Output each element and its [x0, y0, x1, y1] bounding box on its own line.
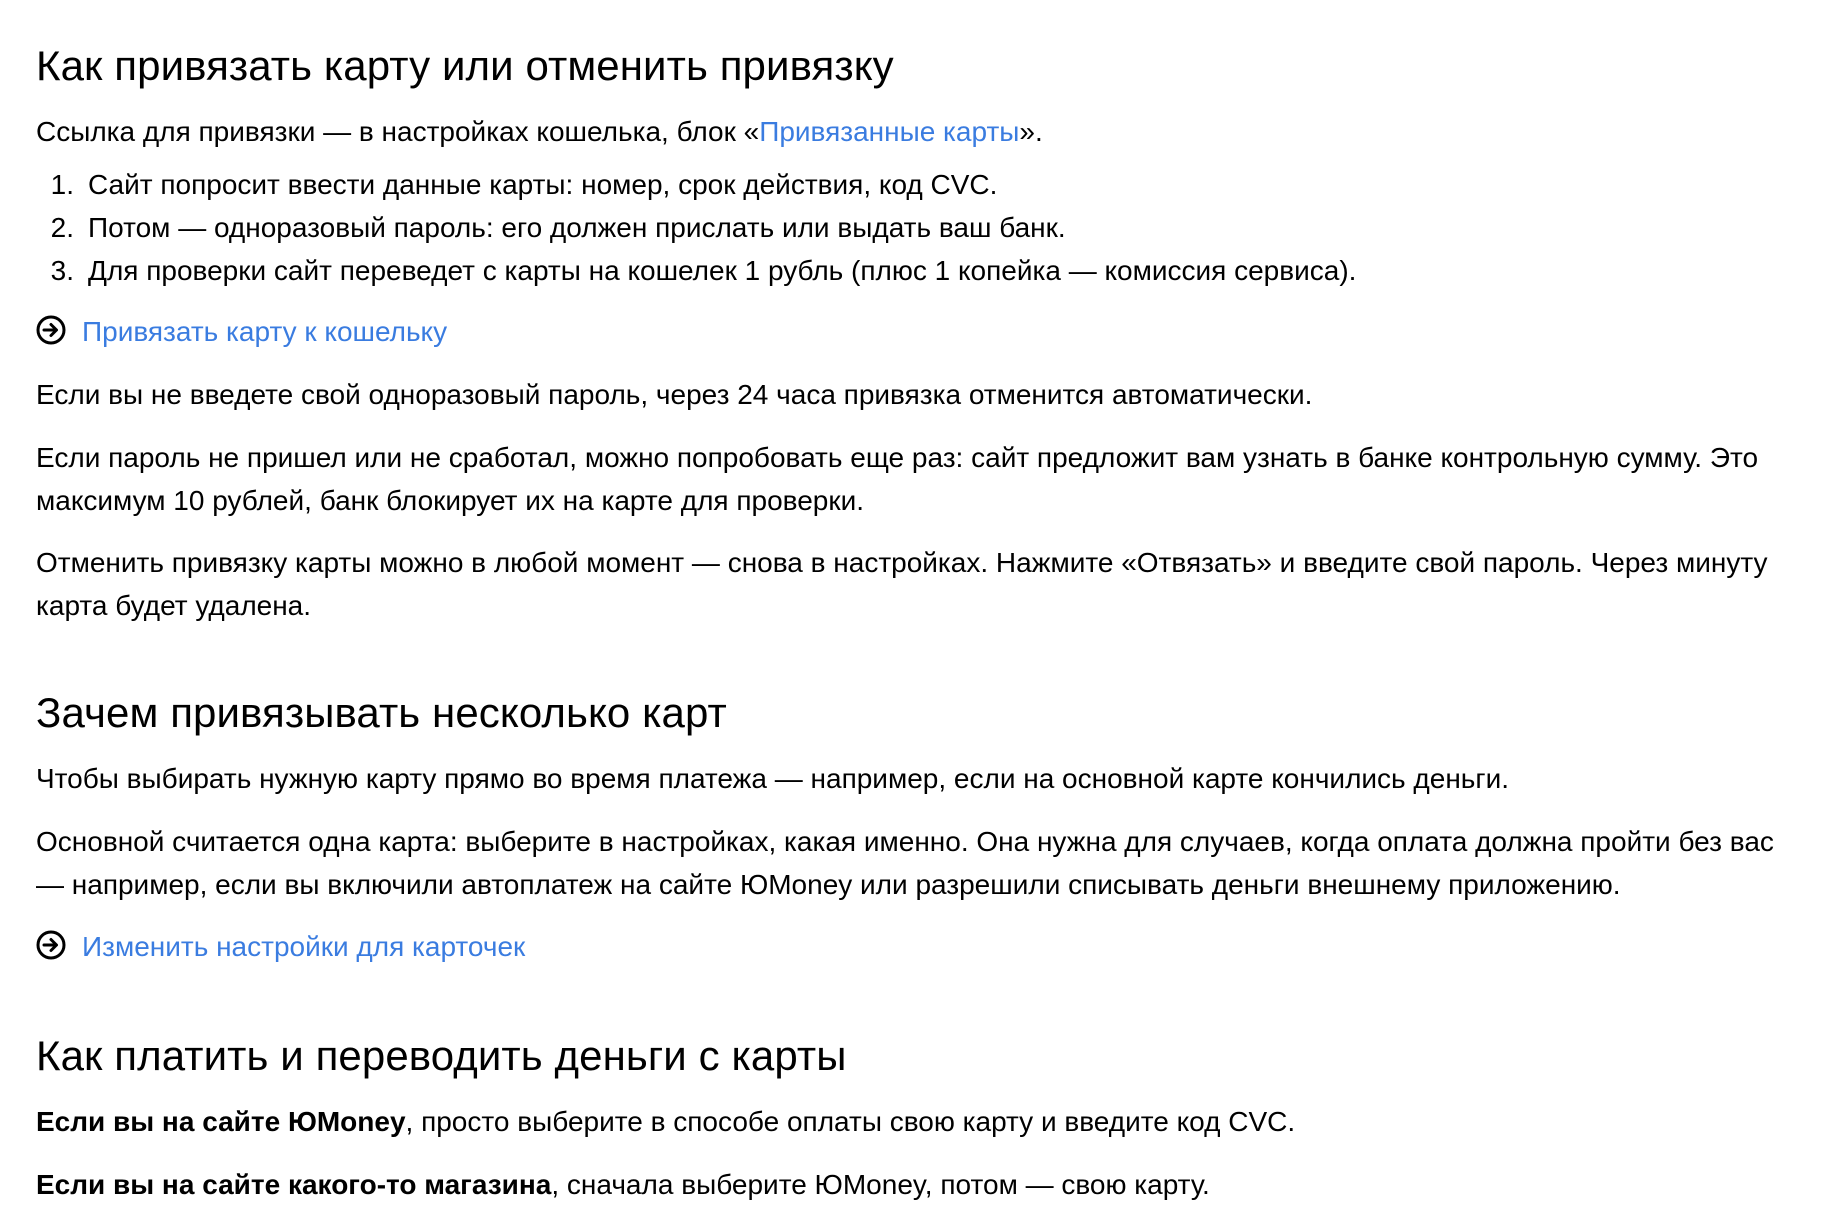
linked-cards-link[interactable]: Привязанные карты: [759, 116, 1020, 147]
pay-in-shop-text: , сначала выберите ЮMoney, потом — свою карту.: [551, 1169, 1210, 1200]
step-text: Для проверки сайт переведет с карты на кошелек 1 рубль (плюс 1 копейка — комиссия сервиса).: [88, 255, 1357, 286]
step-text: Сайт попросит ввести данные карты: номер, срок действия, код CVC.: [88, 169, 998, 200]
list-item: [36, 249, 1356, 292]
section-title-bind-card: Как привязать карту или отменить привязку: [36, 42, 894, 89]
bind-card-action[interactable]: [36, 310, 447, 353]
choose-card-note: Чтобы выбирать нужную карту прямо во время платежа — например, если на основной карте кончились деньги.: [36, 763, 1510, 794]
step-number: 3.: [50, 255, 74, 286]
card-settings-action[interactable]: [36, 925, 525, 968]
card-settings-link[interactable]: Изменить настройки для карточек: [82, 931, 526, 962]
list-item: [36, 206, 1356, 249]
step-number: 2.: [50, 212, 74, 243]
bind-intro-text-end: ».: [1019, 116, 1043, 147]
pay-in-shop-note: [36, 1163, 1210, 1206]
pay-on-site-note: [36, 1100, 1295, 1143]
main-card-note: Основной считается одна карта: выберите в настройках, какая именно. Она нужна для случаев, когда оплата должна пройти без вас — например, если вы включили автоплатеж на сайте ЮMoney или разрешили списывать деньги внешнему приложению.: [36, 826, 1774, 900]
step-text: Потом — одноразовый пароль: его должен прислать или выдать ваш банк.: [88, 212, 1066, 243]
section-title-multiple-cards: Зачем привязывать несколько карт: [36, 689, 727, 736]
arrow-right-circle-icon: [36, 929, 66, 959]
retry-note: Если пароль не пришел или не сработал, можно попробовать еще раз: сайт предложит вам узнать в банке контрольную сумму. Это максимум 10 рублей, банк блокирует их на карте для проверки.: [36, 442, 1759, 516]
step-number: 1.: [50, 169, 74, 200]
unbind-note: Отменить привязку карты можно в любой момент — снова в настройках. Нажмите «Отвязать» и введите свой пароль. Через минуту карта будет удалена.: [36, 547, 1768, 621]
bind-intro-text: Ссылка для привязки — в настройках кошелька, блок «: [36, 116, 760, 147]
pay-on-site-bold: Если вы на сайте ЮMoney: [36, 1106, 406, 1137]
bind-card-link[interactable]: Привязать карту к кошельку: [82, 316, 448, 347]
pay-on-site-text: , просто выберите в способе оплаты свою карту и введите код CVC.: [405, 1106, 1296, 1137]
pay-in-shop-bold: Если вы на сайте какого-то магазина: [36, 1169, 552, 1200]
section-title-pay-with-card: Как платить и переводить деньги с карты: [36, 1032, 847, 1079]
bind-steps-list: [36, 163, 1356, 292]
otp-note: Если вы не введете свой одноразовый пароль, через 24 часа привязка отменится автоматически.: [36, 379, 1313, 410]
arrow-right-circle-icon: [36, 314, 66, 344]
list-item: [36, 163, 1356, 206]
bind-intro-paragraph: [36, 110, 1043, 153]
